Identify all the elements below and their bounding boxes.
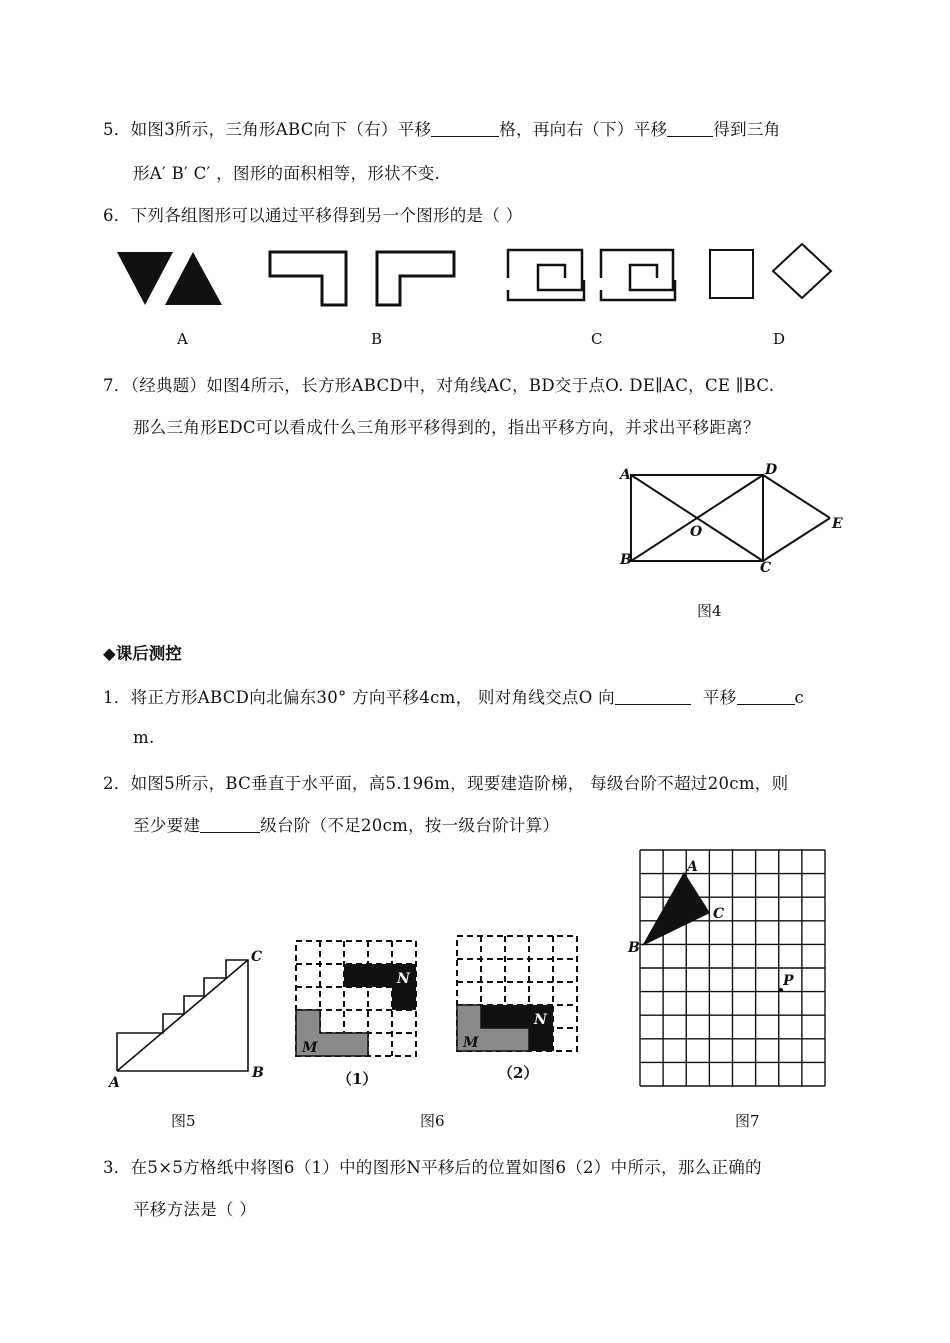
option-a-figure xyxy=(117,252,222,305)
fig6-caption: 图6 xyxy=(420,1112,445,1130)
fig6-2-shape-n: N xyxy=(534,1012,547,1028)
fig6-2-shape-m: M xyxy=(463,1035,479,1051)
section-title: 课后测控 xyxy=(115,644,182,663)
q7-text-1: （经典题）如图4所示，长方形ABCD中，对角线AC，BD交于点O. DE∥AC，CE ∥BC. xyxy=(130,376,775,395)
q5-blank-2[interactable] xyxy=(667,120,713,138)
q6-number: 6． xyxy=(103,206,131,225)
t1-text-1: 将正方形ABCD向北偏东30° 方向平移4cm， 则对角线交点O 向 xyxy=(130,688,615,707)
option-d-label[interactable]: D xyxy=(773,330,786,348)
q5-blank-1[interactable] xyxy=(431,120,499,138)
t1-number: 1． xyxy=(103,688,131,707)
fig7-point-p: P xyxy=(783,973,794,989)
t1-line1 xyxy=(103,684,804,708)
q7-number: 7． xyxy=(103,376,131,395)
t1-line2: m. xyxy=(133,728,155,747)
fig4-point-o: O xyxy=(690,524,703,540)
t2-text-2a: 至少要建 xyxy=(133,816,201,835)
t3-text-1: 在5×5方格纸中将图6（1）中的图形N平移后的位置如图6（2）中所示，那么正确的 xyxy=(130,1158,762,1177)
fig4-point-e: E xyxy=(832,516,843,532)
fig7-caption: 图7 xyxy=(735,1112,760,1130)
figure-5 xyxy=(105,945,265,1091)
q5-text-2: 格，再向右（下）平移 xyxy=(499,120,668,139)
q7-line2: 那么三角形EDC可以看成什么三角形平移得到的，指出平移方向，并求出平移距离？ xyxy=(133,418,760,437)
fig4-caption: 图4 xyxy=(697,602,722,620)
q5-line2: 形A′ B′ C′ ，图形的面积相等，形状不变. xyxy=(133,164,441,183)
diamond-icon: ◆ xyxy=(103,644,116,663)
option-b-figure xyxy=(270,252,454,305)
q6-line xyxy=(103,202,523,226)
fig5-point-a: A xyxy=(109,1075,120,1091)
option-a-label[interactable]: A xyxy=(177,330,188,348)
q6-text: 下列各组图形可以通过平移得到另一个图形的是（ ） xyxy=(130,206,523,225)
fig4-point-b: B xyxy=(620,552,632,568)
fig7-point-b: B xyxy=(628,940,640,956)
t2-number: 2． xyxy=(103,774,131,793)
figure-4 xyxy=(0,460,950,590)
fig4-point-d: D xyxy=(765,462,778,478)
option-c-figure xyxy=(508,250,675,300)
section-heading xyxy=(103,640,182,664)
figure-6-2 xyxy=(456,935,586,1060)
t3-line1 xyxy=(103,1154,762,1178)
q5-line1 xyxy=(103,116,780,140)
t1-blank-2[interactable] xyxy=(737,688,795,706)
t1-text-2: 平移 xyxy=(702,688,737,707)
fig5-point-b: B xyxy=(252,1065,264,1081)
t3-number: 3． xyxy=(103,1158,131,1177)
t2-text-1: 如图5所示，BC垂直于水平面，高5.196m，现要建造阶梯， 每级台阶不超过20cm，则 xyxy=(130,774,789,793)
fig6-1-shape-n: N xyxy=(397,971,410,987)
fig4-point-a: A xyxy=(620,467,631,483)
q5-number: 5． xyxy=(103,120,131,139)
fig6-sub2: （2） xyxy=(498,1064,539,1082)
q5-text-1: 如图3所示，三角形ABC向下（右）平移 xyxy=(130,120,432,139)
fig5-caption: 图5 xyxy=(171,1112,196,1130)
t1-blank-1[interactable] xyxy=(615,688,691,706)
fig7-point-c: C xyxy=(713,906,725,922)
t1-text-3: c xyxy=(794,688,805,707)
option-d-figure xyxy=(710,244,831,298)
fig6-1-shape-m: M xyxy=(302,1040,318,1056)
fig7-point-a: A xyxy=(687,859,698,875)
q6-figures xyxy=(0,240,950,330)
option-b-label[interactable]: B xyxy=(371,330,383,348)
q5-text-3: 得到三角 xyxy=(713,120,781,139)
q7-line1 xyxy=(103,372,774,396)
t2-blank[interactable] xyxy=(200,816,260,834)
t2-text-2b: 级台阶（不足20cm，按一级台阶计算） xyxy=(260,816,560,835)
fig5-point-c: C xyxy=(251,949,263,965)
t2-line2 xyxy=(133,812,559,836)
fig4-point-c: C xyxy=(760,560,772,576)
fig6-sub1: （1） xyxy=(337,1070,378,1088)
figure-7 xyxy=(628,848,840,1093)
figure-6-1 xyxy=(295,940,425,1065)
t3-line2: 平移方法是（ ） xyxy=(133,1200,257,1219)
t2-line1 xyxy=(103,770,788,794)
option-c-label[interactable]: C xyxy=(591,330,603,348)
